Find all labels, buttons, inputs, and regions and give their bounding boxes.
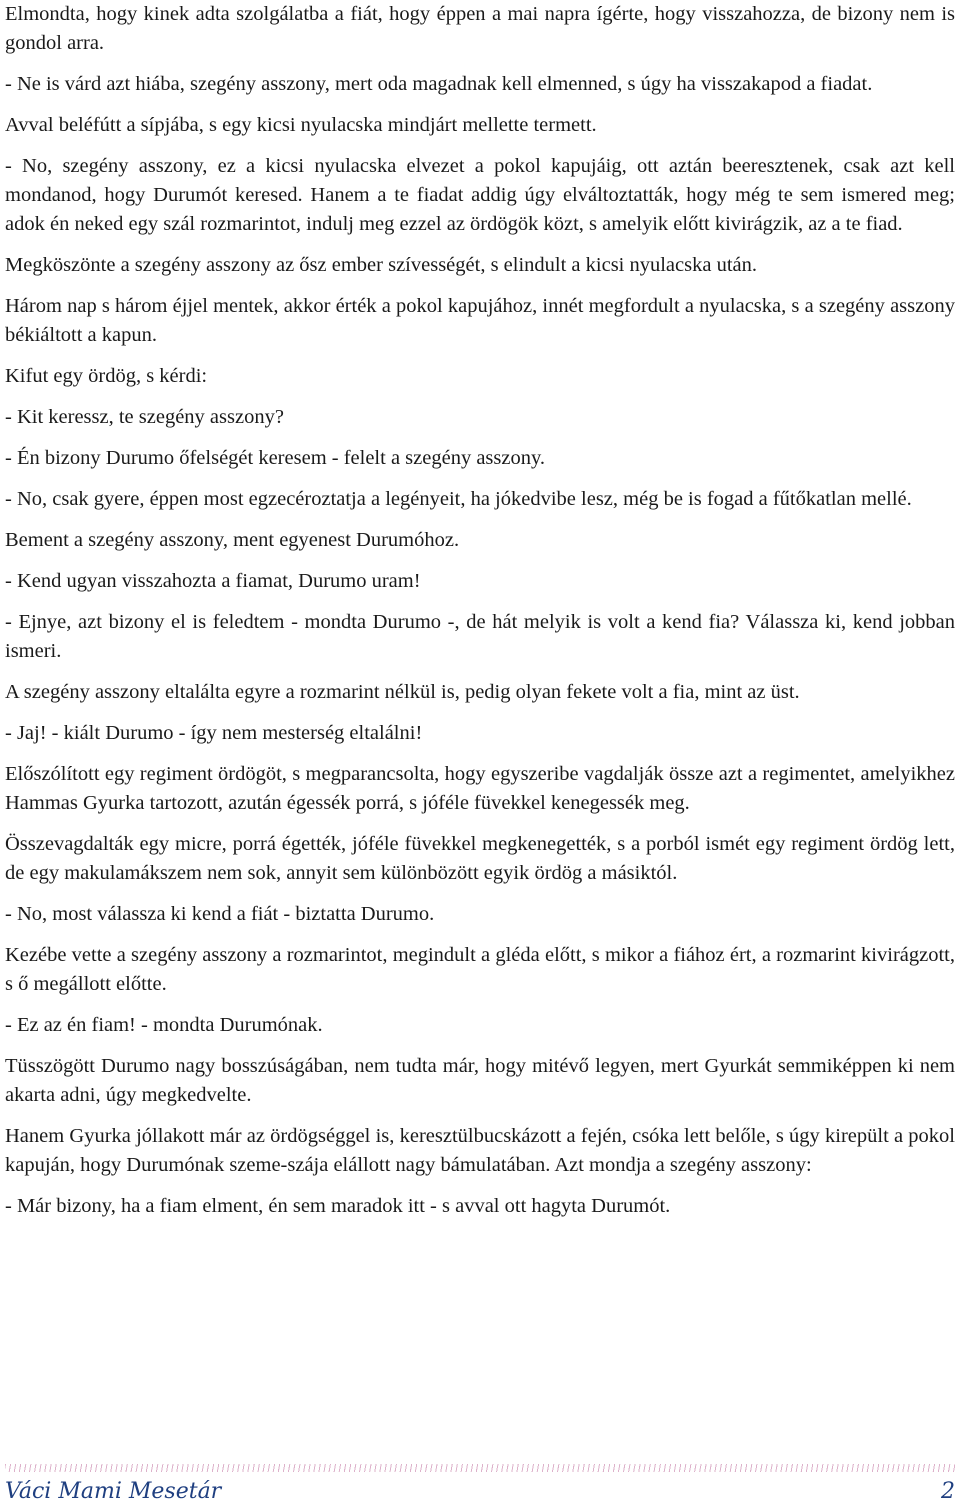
paragraph: - Ejnye, azt bizony el is feledtem - mondta Durumo -, de hát melyik is volt a kend fia? Válassza ki, kend jobban ismeri. [5,611,955,662]
paragraph: Avval beléfútt a sípjába, s egy kicsi nyulacska mindjárt mellette termett. [5,114,597,136]
story-text [5,0,955,1233]
paragraph: - No, csak gyere, éppen most egzecéroztatja a legényeit, ha jókedvibe lesz, még be is fogad a fűtőkatlan mellé. [5,488,912,510]
paragraph: Három nap s három éjjel mentek, akkor érték a pokol kapujához, innét megfordult a nyulacska, s a szegény asszony békiáltott a kapun. [5,295,955,346]
page-number: 2 [941,1479,955,1504]
paragraph: - Ne is várd azt hiába, szegény asszony, mert oda magadnak kell elmenned, s úgy ha visszakapod a fiadat. [5,73,873,95]
paragraph: Hanem Gyurka jóllakott már az ördögséggel is, keresztülbucskázott a fején, csóka lett belőle, s úgy kirepült a pokol kapuján, hogy Durumónak szeme-szája elállott nagy bámulatában. Azt mondja a szegény asszony: [5,1125,955,1176]
paragraph: - No, szegény asszony, ez a kicsi nyulacska elvezet a pokol kapujáig, ott aztán beeresztenek, csak azt kell mondanod, hogy Durumót keresed. Hanem a te fiadat addig úgy elváltoztatták, hogy még te sem ismered meg; adok én neked egy szál rozmarintot, indulj meg ezzel az ördögök közt, s amelyik előtt kivirágzik, az a te fiad. [5,155,955,235]
footer-divider [5,1464,955,1472]
paragraph: - Kend ugyan visszahozta a fiamat, Durumo uram! [5,570,421,592]
paragraph: Kezébe vette a szegény asszony a rozmarintot, megindult a gléda előtt, s mikor a fiához ért, a rozmarint kivirágzott, s ő megállott előtte. [5,944,955,995]
paragraph: - Már bizony, ha a fiam elment, én sem maradok itt - s avval ott hagyta Durumót. [5,1195,671,1217]
paragraph: - Ez az én fiam! - mondta Durumónak. [5,1014,323,1036]
paragraph: Bement a szegény asszony, ment egyenest Durumóhoz. [5,529,460,551]
paragraph: Előszólított egy regiment ördögöt, s megparancsolta, hogy egyszeribe vagdalják össze azt a regimentet, amelyikhez Hammas Gyurka tartozott, azután égessék porrá, s jóféle füvekkel kenegessék meg. [5,763,955,814]
paragraph: Elmondta, hogy kinek adta szolgálatba a fiát, hogy éppen a mai napra ígérte, hogy visszahozza, de bizony nem is gondol arra. [5,3,955,54]
paragraph: - Kit keressz, te szegény asszony? [5,406,284,428]
paragraph: Megköszönte a szegény asszony az ősz ember szívességét, s elindult a kicsi nyulacska után. [5,254,758,276]
paragraph: Kifut egy ördög, s kérdi: [5,365,208,387]
paragraph: A szegény asszony eltalálta egyre a rozmarint nélkül is, pedig olyan fekete volt a fia, mint az üst. [5,681,800,703]
paragraph: Tüsszögött Durumo nagy bosszúságában, nem tudta már, hogy mitévő legyen, mert Gyurkát semmiképpen ki nem akarta adni, úgy megkedvelte. [5,1055,955,1106]
paragraph: - Jaj! - kiált Durumo - így nem mesterség eltalálni! [5,722,423,744]
paragraph: - Én bizony Durumo őfelségét keresem - felelt a szegény asszony. [5,447,546,469]
footer-title: Váci Mami Mesetár [5,1479,222,1504]
paragraph: - No, most válassza ki kend a fiát - biztatta Durumo. [5,903,435,925]
paragraph: Összevagdalták egy micre, porrá égették, jóféle füvekkel megkenegették, s a porból ismét egy regiment ördög lett, de egy makulamákszem nem sok, annyit sem különbözött egyik ördög a másiktól. [5,833,955,884]
